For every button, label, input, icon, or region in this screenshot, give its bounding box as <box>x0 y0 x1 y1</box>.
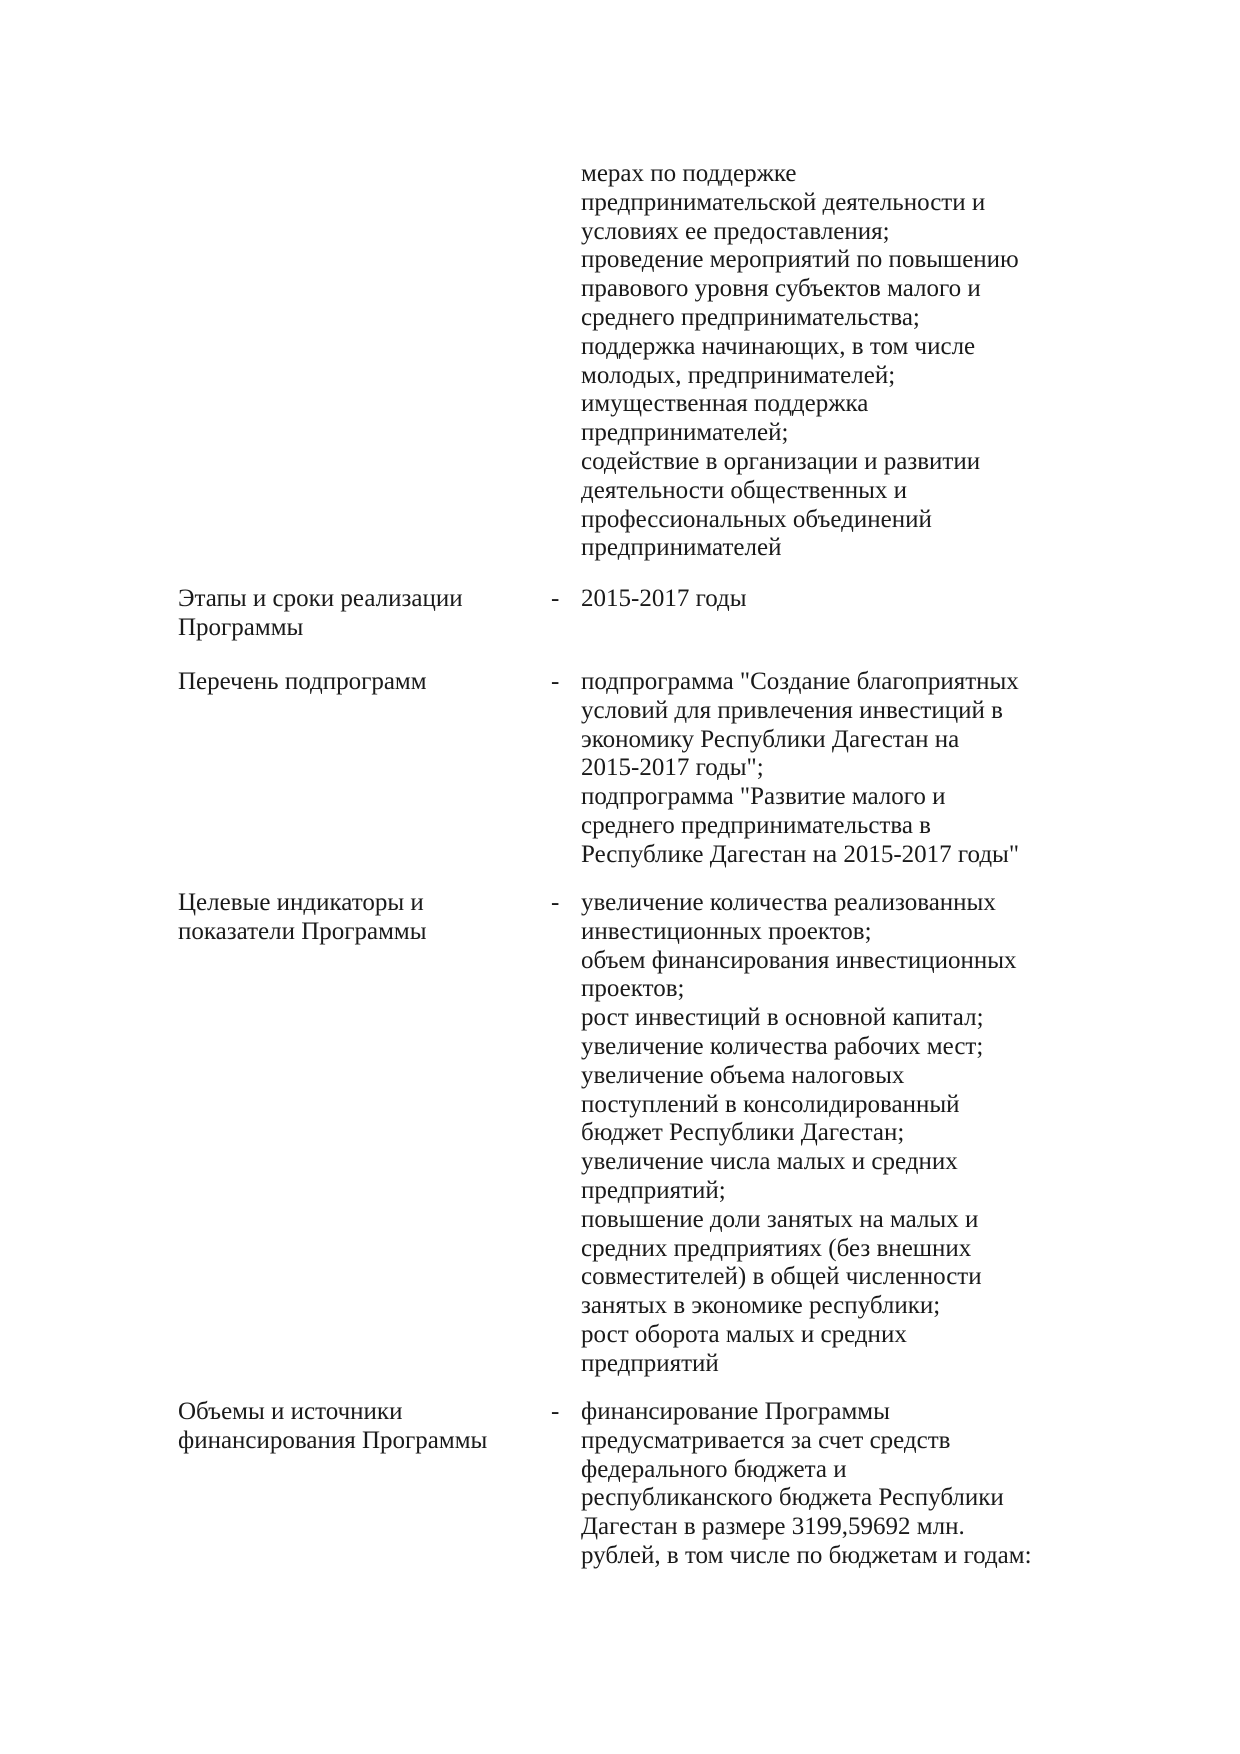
row-label <box>178 889 508 947</box>
row-value <box>581 1398 1101 1571</box>
value-line: подпрограмма "Создание благоприятных <box>581 668 1019 695</box>
text-line: имущественная поддержка <box>581 390 869 418</box>
value-line: проектов; <box>581 975 685 1003</box>
value-line: предусматривается за счет средств <box>581 1426 951 1454</box>
row-value <box>581 889 1101 1379</box>
row-label <box>178 1398 508 1456</box>
label-line: Программы <box>178 613 304 641</box>
label-line: Целевые индикаторы и <box>178 889 424 916</box>
value-line: среднего предпринимательства в <box>581 811 931 839</box>
value-line: 2015-2017 годы"; <box>581 754 764 782</box>
row-value <box>581 668 1101 870</box>
label-line: показатели Программы <box>178 917 427 945</box>
row-value <box>581 585 1101 614</box>
dash-mark: - <box>551 668 560 695</box>
value-line: рост оборота малых и средних <box>581 1320 907 1348</box>
text-line: предпринимателей; <box>581 419 789 447</box>
value-line: объем финансирования инвестиционных <box>581 946 1017 974</box>
value-line: совместителей) в общей численности <box>581 1263 982 1291</box>
continuation-text <box>581 160 1101 563</box>
value-line: увеличение объема налоговых <box>581 1061 905 1089</box>
row-dash <box>551 668 565 697</box>
text-line: деятельности общественных и <box>581 476 908 504</box>
label-line: финансирования Программы <box>178 1426 488 1454</box>
value-line: республиканского бюджета Республики <box>581 1484 1004 1512</box>
value-line: инвестиционных проектов; <box>581 917 872 945</box>
text-line: правового уровня субъектов малого и <box>581 275 981 303</box>
dash-mark: - <box>551 1398 560 1425</box>
label-line: Этапы и сроки реализации <box>178 585 463 612</box>
value-line: средних предприятиях (без внешних <box>581 1234 972 1262</box>
label-line: Объемы и источники <box>178 1398 403 1425</box>
value-line: повышение доли занятых на малых и <box>581 1205 979 1233</box>
value-line: Республике Дагестан на 2015-2017 годы" <box>581 840 1020 868</box>
value-line: бюджет Республики Дагестан; <box>581 1119 905 1147</box>
row-dash <box>551 585 565 614</box>
value-line: предприятий <box>581 1349 719 1377</box>
value-line: предприятий; <box>581 1176 726 1204</box>
value-line: поступлений в консолидированный <box>581 1090 960 1118</box>
text-line: условиях ее предоставления; <box>581 217 890 245</box>
row-dash <box>551 889 565 918</box>
value-line: рублей, в том числе по бюджетам и годам: <box>581 1541 1032 1569</box>
value-line: федерального бюджета и <box>581 1455 847 1483</box>
value-line: условий для привлечения инвестиций в <box>581 696 1003 724</box>
value-line: увеличение количества рабочих мест; <box>581 1032 984 1060</box>
row-label <box>178 668 508 697</box>
text-line: поддержка начинающих, в том числе <box>581 332 976 360</box>
text-line: среднего предпринимательства; <box>581 303 920 331</box>
value-line: увеличение количества реализованных <box>581 889 996 916</box>
value-line: Дагестан в размере 3199,59692 млн. <box>581 1513 965 1541</box>
dash-mark: - <box>551 889 560 916</box>
value-line: экономику Республики Дагестан на <box>581 725 960 753</box>
label-line: Перечень подпрограмм <box>178 668 427 695</box>
text-line: мерах по поддержке <box>581 160 797 187</box>
value-line: финансирование Программы <box>581 1398 890 1425</box>
value-line: 2015-2017 годы <box>581 585 747 612</box>
text-line: предпринимательской деятельности и <box>581 188 986 216</box>
value-line: рост инвестиций в основной капитал; <box>581 1004 984 1032</box>
text-line: содействие в организации и развитии <box>581 447 981 475</box>
text-line: молодых, предпринимателей; <box>581 361 896 389</box>
text-line: предпринимателей <box>581 534 782 562</box>
row-dash <box>551 1398 565 1427</box>
value-line: занятых в экономике республики; <box>581 1292 941 1320</box>
value-line: увеличение числа малых и средних <box>581 1148 958 1176</box>
row-label <box>178 585 508 643</box>
text-line: проведение мероприятий по повышению <box>581 246 1019 274</box>
value-line: подпрограмма "Развитие малого и <box>581 783 946 811</box>
text-line: профессиональных объединений <box>581 505 932 533</box>
dash-mark: - <box>551 585 560 612</box>
